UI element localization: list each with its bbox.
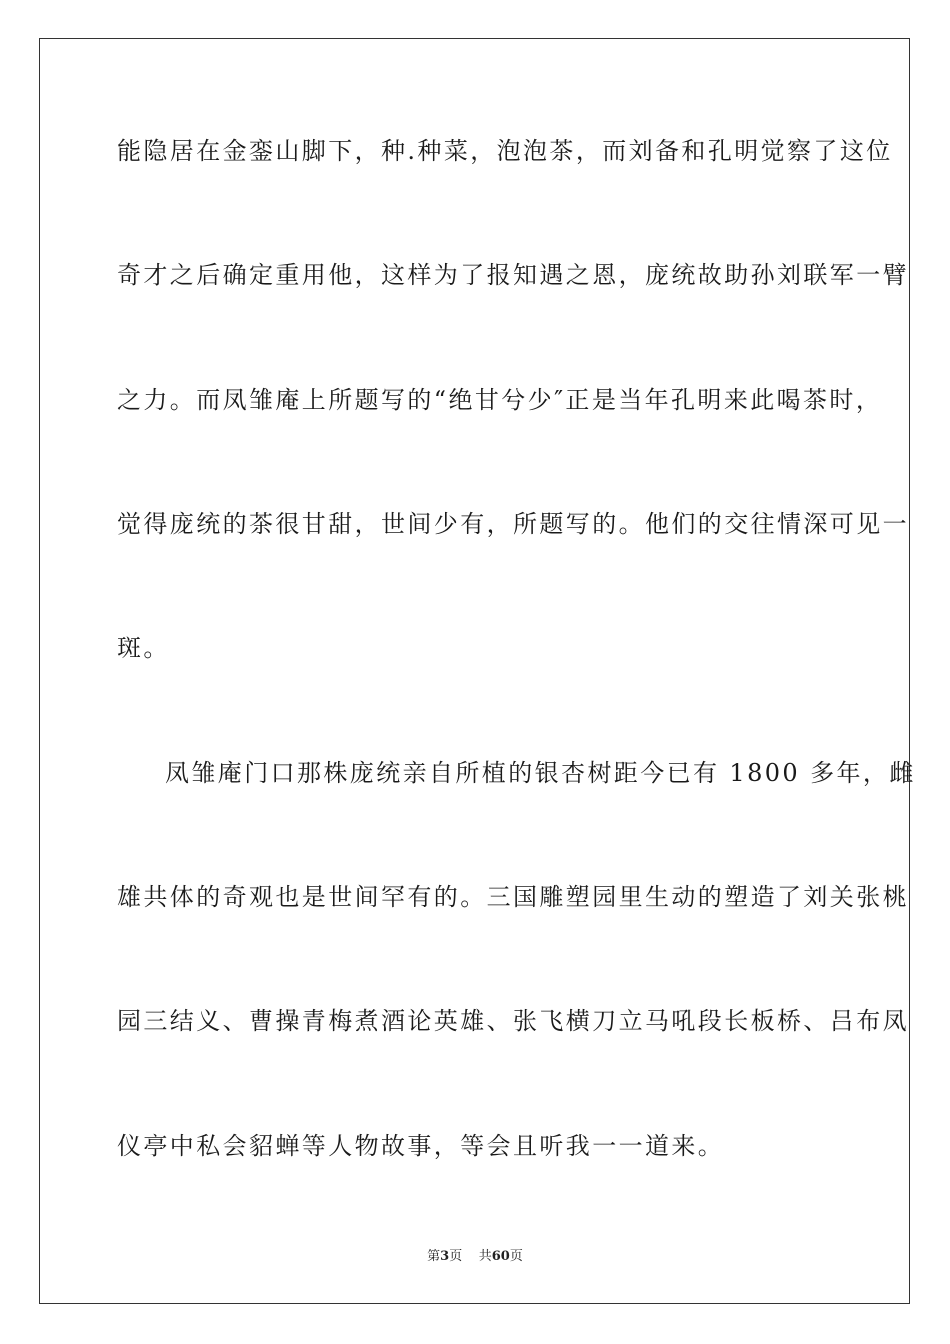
- page-footer: [0, 1248, 950, 1266]
- paragraph-line: 觉得庞统的茶很甘甜，世间少有，所题写的。他们的交往情深可见一: [117, 510, 909, 538]
- paragraph-line: 之力。而凤雏庵上所题写的“绝甘兮少″正是当年孔明来此喝茶时，: [117, 386, 883, 414]
- paragraph-line-indented: 凤雏庵门口那株庞统亲自所植的银杏树距今已有 1800 多年，雌: [165, 759, 916, 787]
- paragraph-line: 斑。: [117, 634, 170, 662]
- paragraph-line: 能隐居在金銮山脚下，种.种菜，泡泡茶，而刘备和孔明觉察了这位: [117, 137, 893, 165]
- paragraph-line: 奇才之后确定重用他，这样为了报知遇之恩，庞统故助孙刘联军一臂: [117, 261, 909, 289]
- paragraph-line: 仪亭中私会貂蝉等人物故事，等会且听我一一道来。: [117, 1132, 725, 1160]
- page-prefix: 第: [427, 1249, 441, 1264]
- page-suffix: 页: [449, 1249, 463, 1264]
- page-current: 3: [440, 1249, 450, 1264]
- paragraph-line: 雄共体的奇观也是世间罕有的。三国雕塑园里生动的塑造了刘关张桃: [117, 883, 909, 911]
- total-suffix: 页: [509, 1249, 523, 1264]
- page-total: 60: [491, 1249, 510, 1264]
- page-border: [39, 38, 916, 1304]
- paragraph-line: 园三结义、曹操青梅煮酒论英雄、张飞横刀立马吼段长板桥、吕布凤: [117, 1007, 909, 1035]
- total-prefix: 共: [478, 1249, 492, 1264]
